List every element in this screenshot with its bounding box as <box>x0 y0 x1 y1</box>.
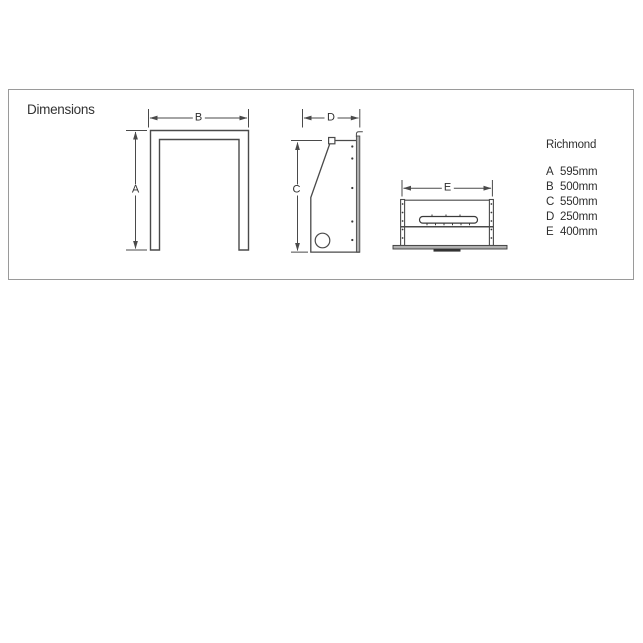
back-panel-bar <box>356 136 359 252</box>
dim-label-b: B <box>192 113 204 124</box>
base-plate <box>393 245 507 249</box>
panel-title: Dimensions <box>27 102 95 117</box>
burner-tray <box>420 217 478 224</box>
dimension-row <box>546 209 597 224</box>
dimension-letter: C <box>546 195 555 208</box>
side-view-drawing <box>311 132 363 253</box>
dim-label-d: D <box>325 113 338 124</box>
dimension-value: 550mm <box>560 195 598 208</box>
dimension-letter: D <box>546 210 555 223</box>
dimension-letter: E <box>546 225 554 238</box>
dimension-value: 400mm <box>560 225 598 238</box>
product-name: Richmond <box>546 139 597 151</box>
dimension-list <box>546 164 597 239</box>
rear-view-drawing <box>393 200 507 252</box>
dimension-letter: B <box>546 180 554 193</box>
spec-block <box>546 139 597 239</box>
dimension-letter: A <box>546 165 554 178</box>
dimension-value: 595mm <box>560 165 598 178</box>
dimension-row <box>546 179 597 194</box>
hinge-square <box>329 138 335 144</box>
dimension-row <box>546 194 597 209</box>
cable-hole <box>315 233 330 248</box>
dimension-row <box>546 224 597 239</box>
dim-label-e: E <box>441 183 453 194</box>
base-tab <box>434 249 461 252</box>
frame-outline <box>151 131 249 251</box>
front-view-drawing <box>151 131 249 251</box>
dimension-value: 500mm <box>560 180 598 193</box>
dimension-row <box>546 164 597 179</box>
dim-label-a: A <box>129 185 141 196</box>
fixing-dots <box>351 145 353 241</box>
dimension-value: 250mm <box>560 210 598 223</box>
dim-label-c: C <box>290 185 303 196</box>
